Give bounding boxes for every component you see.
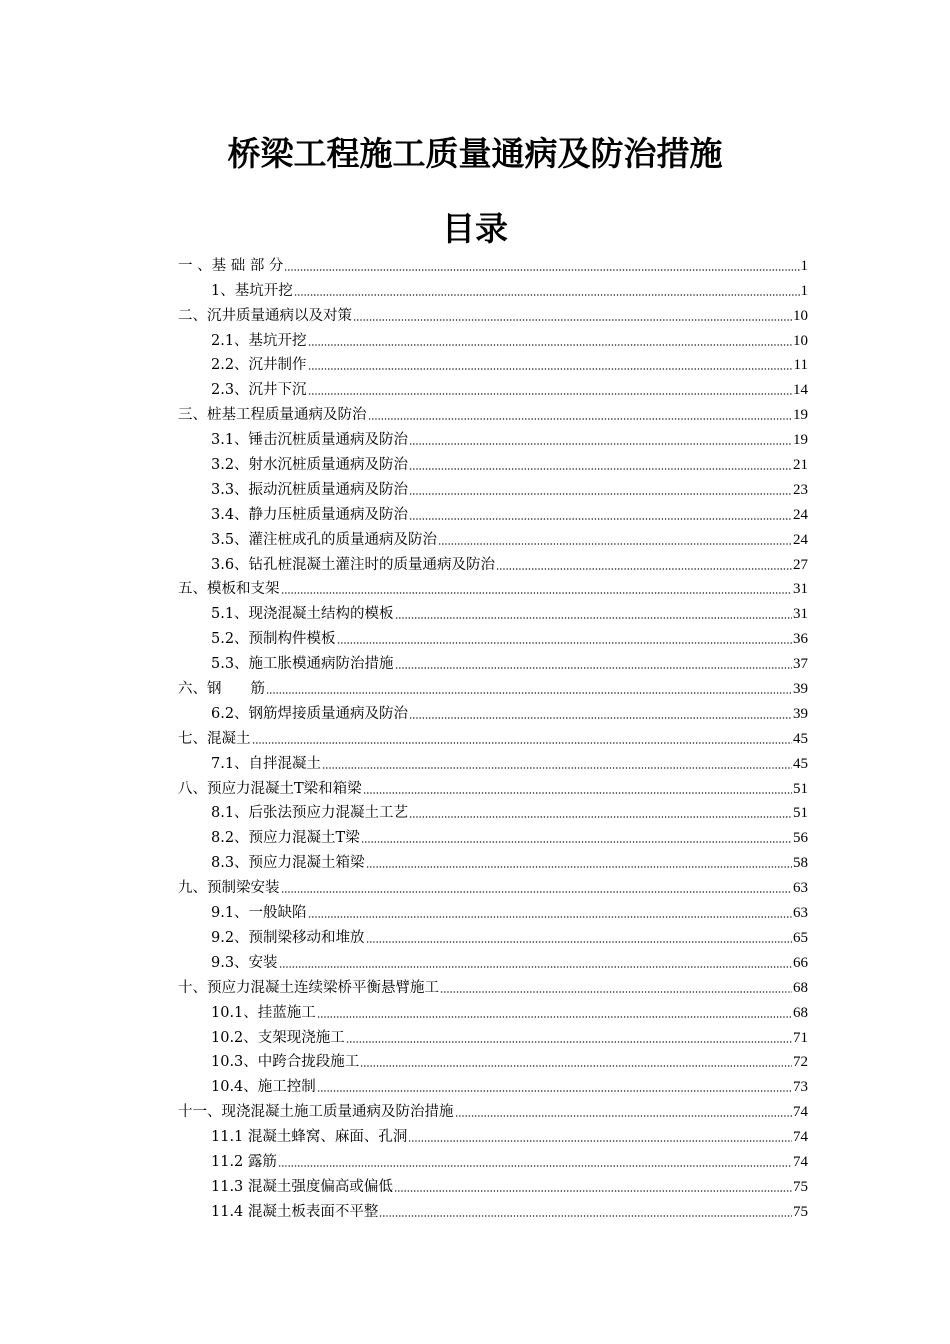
toc-chapter-entry[interactable]: [178, 973, 808, 998]
toc-page-number: 68: [793, 1004, 808, 1021]
toc-dot-leader: [360, 1065, 792, 1067]
toc-section-entry[interactable]: [178, 624, 808, 649]
toc-dot-leader: [281, 891, 793, 893]
toc-section-entry[interactable]: [178, 475, 808, 500]
toc-chapter-entry[interactable]: [178, 301, 808, 326]
toc-entry-label: 三、桩基工程质量通病及防治: [178, 407, 367, 424]
toc-heading: 目录: [442, 209, 508, 248]
toc-dot-leader: [281, 592, 793, 594]
toc-page-number: 36: [793, 631, 808, 648]
toc-dot-leader: [294, 294, 800, 296]
toc-section-entry[interactable]: [178, 1048, 808, 1073]
document-title: 桥梁工程施工质量通病及防治措施: [227, 134, 723, 173]
toc-entry-label: 3.5、灌注桩成孔的质量通病及防治: [211, 531, 438, 548]
toc-page-number: 51: [793, 780, 808, 797]
toc-chapter-entry[interactable]: [178, 1097, 808, 1122]
toc-page-number: 63: [793, 905, 808, 922]
toc-entry-label: 一 、基 础 部 分: [178, 257, 284, 274]
toc-dot-leader: [361, 841, 792, 843]
toc-dot-leader: [278, 1165, 792, 1167]
table-of-contents: [178, 251, 808, 1222]
toc-dot-leader: [279, 966, 792, 968]
toc-dot-leader: [379, 1215, 792, 1217]
toc-entry-label: 9.1、一般缺陷: [211, 905, 307, 922]
toc-page-number: 74: [793, 1104, 808, 1121]
toc-entry-label: 5.3、施工胀模通病防治措施: [211, 656, 394, 673]
toc-section-entry[interactable]: [178, 649, 808, 674]
toc-section-entry[interactable]: [178, 1172, 808, 1197]
toc-entry-label: 六、钢 筋: [178, 681, 265, 698]
toc-section-entry[interactable]: [178, 550, 808, 575]
toc-chapter-entry[interactable]: [178, 251, 808, 276]
toc-page-number: 1: [800, 257, 808, 274]
toc-entry-label: 11.2 露筋: [211, 1153, 277, 1170]
toc-entry-label: 5.1、现浇混凝土结构的模板: [211, 606, 394, 623]
toc-page-number: 75: [793, 1203, 808, 1220]
toc-section-entry[interactable]: [178, 375, 808, 400]
toc-dot-leader: [252, 742, 793, 744]
toc-page-number: 31: [793, 606, 808, 623]
toc-entry-label: 3.2、射水沉桩质量通病及防治: [211, 457, 409, 474]
toc-page-number: 37: [793, 656, 808, 673]
toc-dot-leader: [353, 319, 792, 321]
toc-entry-label: 8.3、预应力混凝土箱梁: [211, 855, 365, 872]
toc-page-number: 10: [793, 332, 808, 349]
toc-entry-label: 2.2、沉井制作: [211, 357, 307, 374]
toc-dot-leader: [496, 568, 792, 570]
toc-chapter-entry[interactable]: [178, 724, 808, 749]
toc-page-number: 71: [793, 1029, 808, 1046]
toc-page-number: 75: [793, 1178, 808, 1195]
toc-dot-leader: [395, 667, 792, 669]
toc-section-entry[interactable]: [178, 326, 808, 351]
toc-page-number: 10: [793, 307, 808, 324]
toc-page-number: 72: [793, 1054, 808, 1071]
toc-dot-leader: [322, 767, 792, 769]
toc-page-number: 27: [793, 556, 808, 573]
toc-dot-leader: [409, 468, 792, 470]
toc-page-number: 24: [793, 506, 808, 523]
toc-entry-label: 十一、现浇混凝土施工质量通病及防治措施: [178, 1104, 454, 1121]
toc-section-entry[interactable]: [178, 450, 808, 475]
toc-page-number: 74: [793, 1129, 808, 1146]
toc-entry-label: 2.1、基坑开挖: [211, 332, 307, 349]
toc-section-entry[interactable]: [178, 1147, 808, 1172]
toc-entry-label: 七、混凝土: [178, 730, 251, 747]
toc-entry-label: 3.3、振动沉桩质量通病及防治: [211, 481, 409, 498]
toc-chapter-entry[interactable]: [178, 674, 808, 699]
toc-dot-leader: [438, 543, 792, 545]
toc-dot-leader: [409, 493, 792, 495]
toc-entry-label: 11.1 混凝土蜂窝、麻面、孔洞: [211, 1129, 408, 1146]
toc-dot-leader: [409, 443, 792, 445]
toc-chapter-entry[interactable]: [178, 774, 808, 799]
toc-page-number: 45: [793, 755, 808, 772]
toc-section-entry[interactable]: [178, 425, 808, 450]
toc-entry-label: 11.4 混凝土板表面不平整: [211, 1203, 379, 1220]
toc-section-entry[interactable]: [178, 749, 808, 774]
toc-entry-label: 9.3、安装: [211, 954, 278, 971]
toc-dot-leader: [366, 941, 792, 943]
toc-entry-label: 十、预应力混凝土连续梁桥平衡悬臂施工: [178, 979, 439, 996]
toc-entry-label: 3.4、静力压桩质量通病及防治: [211, 506, 409, 523]
toc-entry-label: 10.3、中跨合拢段施工: [211, 1054, 360, 1071]
toc-entry-label: 9.2、预制梁移动和堆放: [211, 929, 365, 946]
toc-page-number: 58: [793, 855, 808, 872]
toc-section-entry[interactable]: [178, 848, 808, 873]
toc-section-entry[interactable]: [178, 699, 808, 724]
toc-dot-leader: [455, 1115, 793, 1117]
toc-entry-label: 九、预制梁安装: [178, 880, 280, 897]
toc-dot-leader: [308, 368, 793, 370]
toc-dot-leader: [308, 393, 792, 395]
toc-dot-leader: [395, 617, 792, 619]
toc-section-entry[interactable]: [178, 599, 808, 624]
toc-entry-label: 10.4、施工控制: [211, 1079, 316, 1096]
toc-page-number: 74: [793, 1153, 808, 1170]
toc-section-entry[interactable]: [178, 799, 808, 824]
toc-section-entry[interactable]: [178, 948, 808, 973]
toc-page-number: 65: [793, 929, 808, 946]
toc-section-entry[interactable]: [178, 998, 808, 1023]
toc-page-number: 19: [793, 407, 808, 424]
toc-section-entry[interactable]: [178, 923, 808, 948]
toc-dot-leader: [308, 344, 792, 346]
toc-page-number: 1: [800, 282, 808, 299]
toc-section-entry[interactable]: [178, 898, 808, 923]
toc-section-entry[interactable]: [178, 1072, 808, 1097]
toc-section-entry[interactable]: [178, 276, 808, 301]
toc-entry-label: 1、基坑开挖: [211, 282, 293, 299]
toc-section-entry[interactable]: [178, 1023, 808, 1048]
toc-page-number: 21: [793, 457, 808, 474]
toc-dot-leader: [317, 1016, 792, 1018]
toc-page-number: 14: [793, 382, 808, 399]
toc-page-number: 45: [793, 730, 808, 747]
toc-section-entry[interactable]: [178, 351, 808, 376]
toc-section-entry[interactable]: [178, 823, 808, 848]
toc-entry-label: 二、沉井质量通病以及对策: [178, 307, 352, 324]
toc-page-number: 51: [793, 805, 808, 822]
toc-section-entry[interactable]: [178, 1197, 808, 1222]
toc-dot-leader: [363, 792, 792, 794]
toc-dot-leader: [284, 269, 799, 271]
toc-dot-leader: [409, 717, 792, 719]
toc-entry-label: 5.2、预制构件模板: [211, 631, 336, 648]
toc-entry-label: 8.2、预应力混凝土T梁: [211, 830, 360, 847]
toc-dot-leader: [409, 518, 792, 520]
toc-entry-label: 7.1、自拌混凝土: [211, 755, 322, 772]
toc-chapter-entry[interactable]: [178, 575, 808, 600]
toc-entry-label: 10.1、挂蓝施工: [211, 1004, 316, 1021]
toc-entry-label: 八、预应力混凝土T梁和箱梁: [178, 780, 362, 797]
toc-entry-label: 五、模板和支架: [178, 581, 280, 598]
toc-entry-label: 6.2、钢筋焊接质量通病及防治: [211, 705, 409, 722]
toc-page-number: 24: [793, 531, 808, 548]
toc-entry-label: 11.3 混凝土强度偏高或偏低: [211, 1178, 393, 1195]
toc-entry-label: 8.1、后张法预应力混凝土工艺: [211, 805, 409, 822]
toc-page-number: 39: [793, 705, 808, 722]
toc-entry-label: 10.2、支架现浇施工: [211, 1029, 345, 1046]
toc-page-number: 68: [793, 979, 808, 996]
toc-dot-leader: [368, 418, 793, 420]
toc-page-number: 31: [793, 581, 808, 598]
toc-dot-leader: [317, 1090, 792, 1092]
toc-dot-leader: [408, 1140, 792, 1142]
toc-chapter-entry[interactable]: [178, 400, 808, 425]
toc-page-number: 66: [793, 954, 808, 971]
toc-page-number: 56: [793, 830, 808, 847]
toc-page-number: 39: [793, 681, 808, 698]
toc-dot-leader: [440, 991, 792, 993]
toc-entry-label: 3.6、钻孔桩混凝土灌注时的质量通病及防治: [211, 556, 496, 573]
toc-dot-leader: [394, 1190, 792, 1192]
toc-dot-leader: [409, 816, 792, 818]
toc-dot-leader: [308, 916, 792, 918]
toc-dot-leader: [266, 692, 792, 694]
toc-page-number: 19: [793, 432, 808, 449]
toc-section-entry[interactable]: [178, 525, 808, 550]
toc-page-number: 11: [793, 357, 808, 374]
toc-section-entry[interactable]: [178, 1122, 808, 1147]
toc-page-number: 73: [793, 1079, 808, 1096]
toc-dot-leader: [337, 642, 792, 644]
toc-page-number: 63: [793, 880, 808, 897]
toc-section-entry[interactable]: [178, 500, 808, 525]
toc-entry-label: 2.3、沉井下沉: [211, 382, 307, 399]
toc-chapter-entry[interactable]: [178, 873, 808, 898]
toc-page-number: 23: [793, 481, 808, 498]
toc-entry-label: 3.1、锤击沉桩质量通病及防治: [211, 432, 409, 449]
toc-dot-leader: [366, 866, 792, 868]
toc-dot-leader: [346, 1041, 792, 1043]
